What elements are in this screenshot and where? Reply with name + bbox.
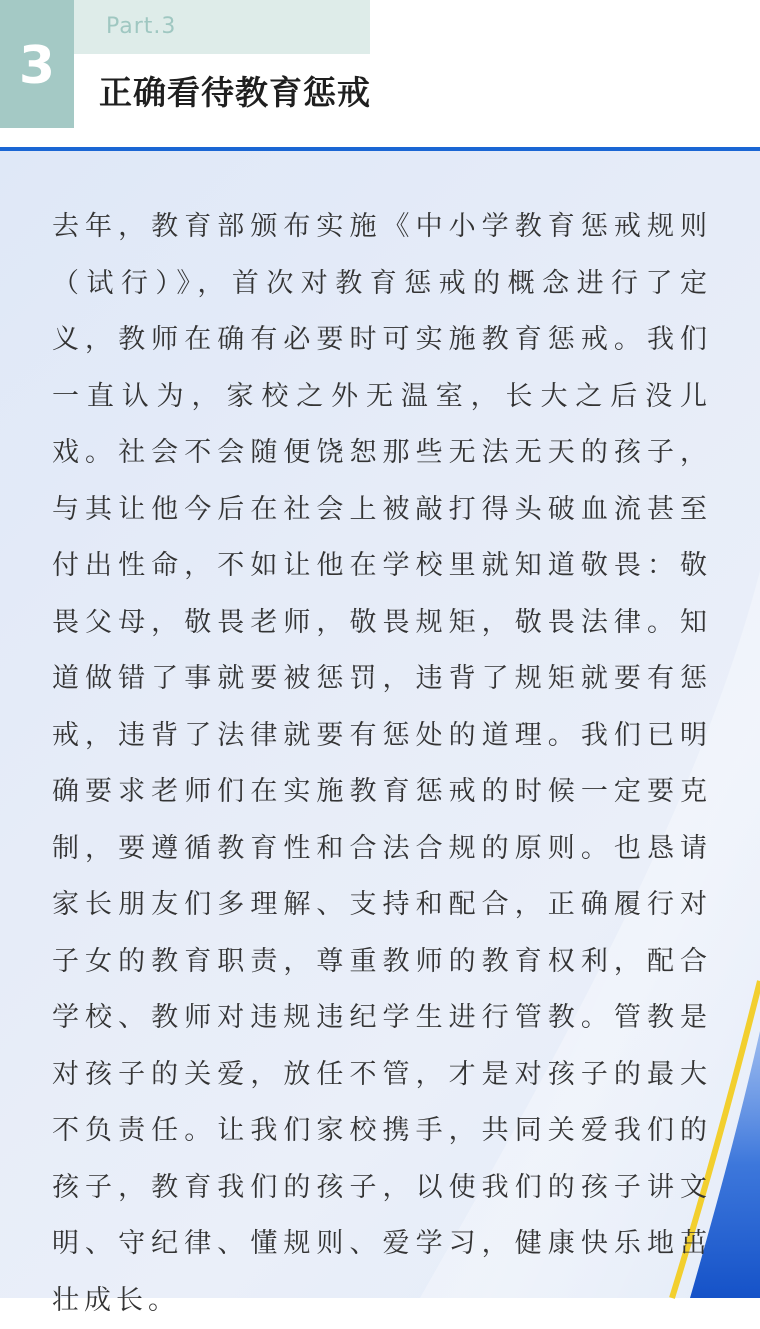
body-paragraph: 去年，教育部颁布实施《中小学教育惩戒规则（试行）》，首次对教育惩戒的概念进行了定义，教师在确有必要时可实施教育惩戒。我们一直认为，家校之外无温室，长大之后没儿戏。社会不会随便饶恕那些无法无天的孩子，与其让他今后在社会上被敲打得头破血流甚至付出性命，不如让他在学校里就知道敬畏：敬畏父母，敬畏老师，敬畏规矩，敬畏法律。知道做错了事就要被惩罚，违背了规矩就要有惩戒，违背了法律就要有惩处的道理。我们已明确要求老师们在实施教育惩戒的时候一定要克制，要遵循教育性和合法合规的原则。也恳请家长朋友们多理解、支持和配合，正确履行对子女的教育职责，尊重教师的教育权利，配合学校、教师对违规违纪学生进行管教。管教是对孩子的关爱，放任不管，才是对孩子的最大不负责任。让我们家校携手，共同关爱我们的孩子，教育我们的孩子，以使我们的孩子讲文明、守纪律、懂规则、爱学习，健康快乐地茁壮成长。 bbox=[52, 211, 712, 1316]
section-number-box bbox=[0, 0, 74, 128]
section-number: 3 bbox=[18, 36, 56, 96]
part-label: Part.3 bbox=[106, 14, 177, 39]
content-panel bbox=[0, 151, 760, 1316]
section-header bbox=[0, 0, 760, 150]
section-title: 正确看待教育惩戒 bbox=[99, 73, 371, 112]
